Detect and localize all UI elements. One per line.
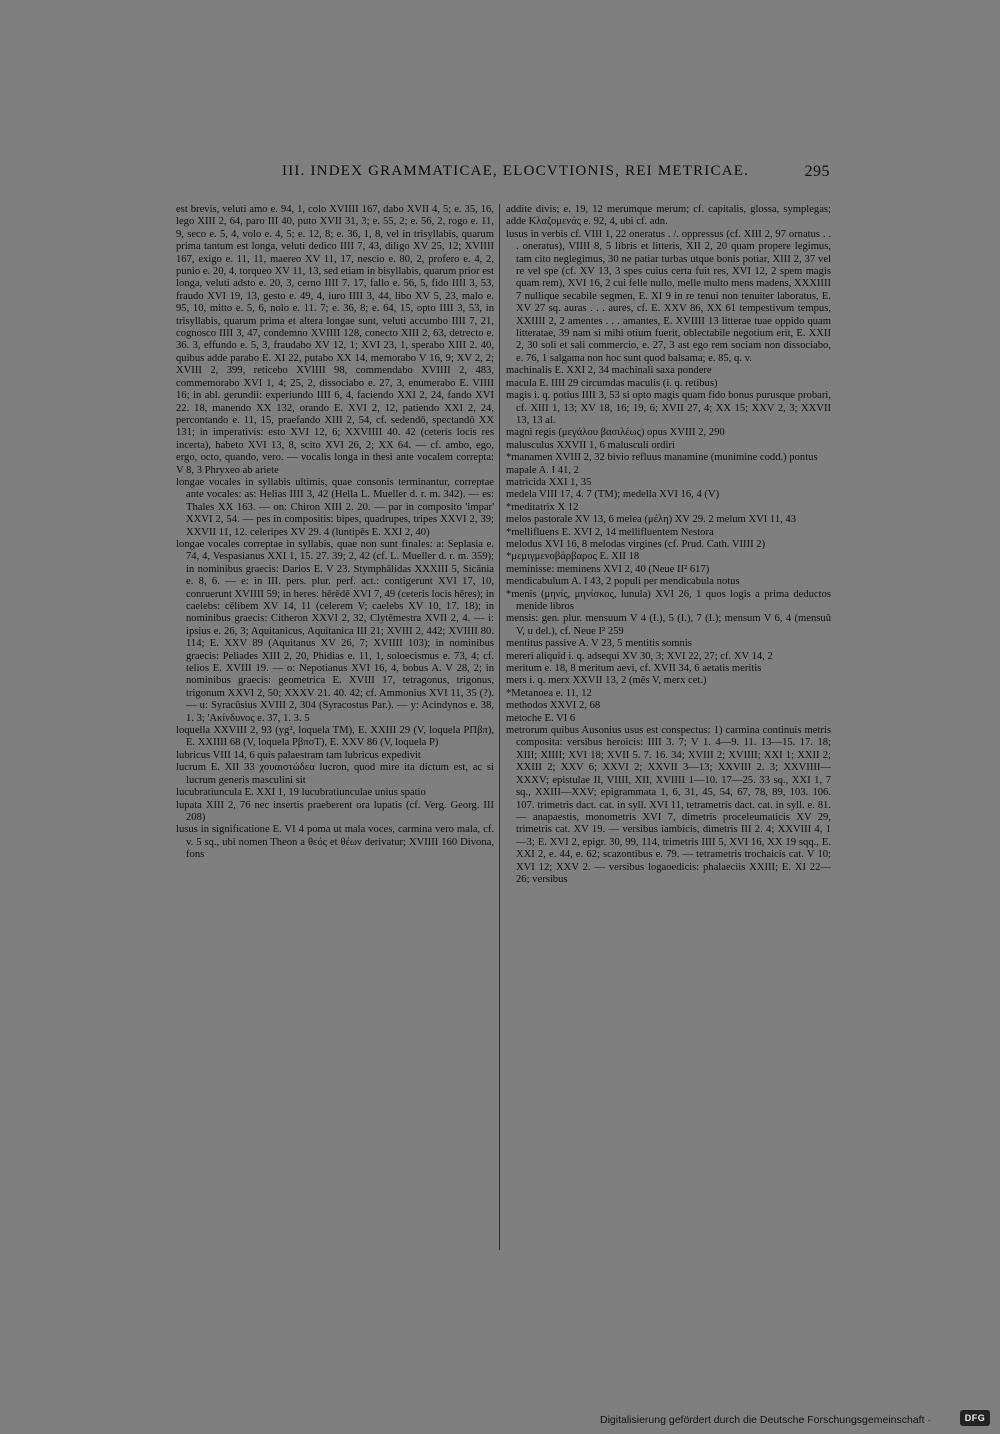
index-entry: loquella XXVIII 2, 93 (yg², loquela TM), E. XXIII 29 (V, loquela PΠβπ), E. XXIIII 68 (V, loquela PβπσT), E. XXV 86 (V, loquela P) [176, 725, 494, 749]
index-entry: meritum e. 18, 8 meritum aevi, cf. XVII 34, 6 aetatis meritis [506, 663, 762, 675]
index-entry: addite divis; e. 19, 12 merumque merum; cf. capitalis, glossa, symplegas; adde Κλαζομενάς e. 92, 4, ubi cf. adn. [506, 204, 831, 228]
index-entry: lucubratiuncula E. XXI 1, 19 lucubratiunculae unius spatio [176, 787, 426, 799]
index-entry: mers i. q. merx XXVII 13, 2 (mēs V, merx cet.) [506, 675, 707, 687]
index-entry: metrorum quibus Ausonius usus est conspectus: 1) carmina continuis metris composita: versibus heroicis: IIII 3. 7; V 1. 4—9. 11. 13—15. 17. 18; XIII; XIIII; XVI 18; XVII 5. 7. 16. 34; XVIII 2; XVIIII; XXI 1; XXII 2; XXIII 2; XXV 6; XXVI 2; XXVII 3—13; XXVIII 2. 3; XXVIIII—XXXV; epistulae II, VIIII, XII, XVIIII 1—10. 17—25. 33 sq., XXI 1, 7 sq., XXIII—XXV; epigrammata 1, 6, 31, 45, 54, 67, 78, 89, 103. 106. 107. trimetris dact. cat. in syll. XVI 11, tetrametris dact. cat. in syll. e. 81. — anapaestis, monometris XVI 7, dimetris proceleumaticis XV 29, trimetris cat. XV 19. — versibus iambicis, dimetris III 2. 4; XXVIII 4, 1—3; E. XVI 2, epigr. 30, 99, 114, trimetris IIII 5, XVI 16, XX 19 sqq., E. XXI 2, e. 44, e. 62; scazontibus e. 79. — tetrametris trochaicis cat. V 10; XVI 12; XXV 2. — versibus logaoedicis: phalaeciis XXIII; E. XI 22—26; versibus [506, 725, 831, 885]
index-entry: *mellifluens E. XVI 2, 14 mellifluentem Nestora [506, 526, 714, 538]
index-entry: melodus XVI 16, 8 melodas virgines (cf. Prud. Cath. VIIII 2) [506, 538, 766, 550]
index-entry: metoche E. VI 6 [506, 712, 576, 724]
running-header [180, 163, 830, 185]
index-entry: magni regis (μεγάλου βασιλέως) opus XVIII 2, 290 [506, 427, 725, 439]
index-entry: mensis: gen. plur. mensuum V 4 (I.), 5 (I.), 7 (I.); mensum V 6, 4 (mensuū V, u del.), cf. Neue I² 259 [506, 613, 831, 637]
index-entry: magis i. q. potius IIII 3, 53 si opto magis quam fido bonus purusque probari, cf. XIII 1, 13; XV 18, 16; 19, 6; XVII 27, 4; XX 15; XXV 2, 3; XXVII 13, 13 al. [506, 390, 831, 426]
header-title: III. INDEX GRAMMATICAE, ELOCVTIONIS, REI METRICAE. [282, 163, 750, 179]
index-entry: longae vocales correptae in syllabis, quae non sunt finales: a: Seplasia e. 74, 4, Vespasianus XXI 1, 15. 27. 39; 2, 42 (cf. L. Mueller d. r. m. 359); in nominibus graecis: Darios E. V 23. Stymphālidas XXXIII 5, Sicānia e. 8, 6. — e: in III. pers. plur. perf. act.: contigerunt XVI 17, 10, conruerunt XVIIII 59; in heres: hērēdē XVI 7, 49 (ceteris locis hēres); in caelebs: cēlibem XV 14, 11 (celerem V; caelebs XV 10, 17. 18); in nominibus graecis: Citheron XXVI 2, 32, Clytēmestra XVII 2, 4. — i: ipsius e. 26, 3; Aquitanicus, Aquitanica III 21; XVIII 2, 442; XVIIII 80. 114; E. XXV 89 (Aquitanus XV 26, 7; XVIIII 103); in nominibus graecis: Peliades XIII 2, 20, Phidias e. 11, 1, soloecismus e. 73, 4; cf. telios E. XVIII 19. — o: Nepotianus XVI 16, 4, bobus A. V 28, 2; in nominibus graecis: geometrica E. XVIII 17, tetragonus, trigonus, trigonum XXVI 2, 50; XXXV 21. 40. 42; cf. Ammonius XVI 11, 35 (?). — u: Syracūsius XVIII 2, 304 (Syracostus Par.). — y: Acindynos e. 38, 1. 3; 'Ακίνδυνος e. 37, 1. 3. 5 [176, 538, 494, 724]
right-column [506, 204, 831, 886]
index-entry: mereri aliquid i. q. adsequi XV 30, 3; XVI 22, 27; cf. XV 14, 2 [506, 650, 773, 662]
index-entry: longae vocales in syllabis ultimis, quae consonis terminantur, correptae ante vocales: as: Helias IIII 3, 42 (Hella L. Mueller d. r. m. 342). — es: Thales XX 163. — on: Chiron XIII 2. 20. — par in composito 'impar' XXVI 2, 54. — pes in compositis: bipes, quadrupes, tripes XXVI 2, 39; XXVII 11, 12. celeripes XV 29. 4 (luntipēs E. XXI 2, 40) [176, 476, 494, 538]
left-column [176, 204, 494, 862]
index-entry: lubricus VIII 14, 6 quis palaestram tam lubricus expedivit [176, 749, 421, 761]
digitization-credit: Digitalisierung gefördert durch die Deutsche Forschungsgemeinschaft · [600, 1414, 931, 1426]
index-entry: lucrum E. XII 33 χουαιστώδεα lucron, quod mire ita dictum est, ac si lucrum generis masculini sit [176, 762, 494, 786]
index-entry: mendicabulum A. I 43, 2 populi per mendicabula notus [506, 576, 740, 588]
index-entry: *μεμιγμενοβάρβαρος E. XII 18 [506, 551, 640, 563]
index-entry: methodos XXVI 2, 68 [506, 700, 601, 712]
page-number: 295 [804, 163, 830, 180]
index-entry: meminisse: meminens XVI 2, 40 (Neue II² 617) [506, 563, 710, 575]
index-entry: machinalis E. XXI 2, 34 machinali saxa pondere [506, 365, 712, 377]
index-entry: lupata XIII 2, 76 nec insertis praeberent ora lupatis (cf. Verg. Georg. III 208) [176, 799, 494, 823]
index-entry: est brevis, veluti amo e. 94, 1, colo XVIIII 167, dabo XVII 4, 5; e. 35, 16, lego XIII 2, 64, paro III 40, puto XVII 31, 3; e. 55, 2; e. 56, 2, rogo e. 11, 9, seco e. 5, 4, volo e. 4, 5; e. 12, 8; e. 36, 1, 8, vel in trisyllabis, quarum prima tantum est longa, veluti dedico IIII 7, 43, diligo XV 25, 12; XVIIII 167, exigo e. 11, 11, maereo XV 11, 17, nescio e. 80, 2, profero e. 4, 2, punio e. 20, 4, torqueo XV 11, 13, sed etiam in bisyllabis, quarum prior est longa, veluti adsto e. 20, 3, cerno IIII 7. 17, fallo e. 56, 5, fido IIII 3, 53, fraudo XVI 19, 13, gesto e. 49, 4, iuro IIII 3, 44, libo XV 5, 23, malo e. 95, 10, mitto e. 5, 6, nolo e. 11. 7; e. 36, 8; e. 64, 15, opto IIII 3, 53, in trisyllabis, quarum prima et altera longae sunt, veluti accumbo IIII 7, 21, cognosco IIII 3, 47, condemno XVIIII 128, conecto XIII 2, 63, detrecto e. 36. 3, effundo e. 5, 3, fraudabo XV 12, 1; XVI 23, 1, sperabo XIII 2. 40, quibus adde parabo E. XI 22, putabo XX 14, memorabo V 16, 9; XV 2, 2; XVIII 2, 399, reticebo XVIIII 98, commendabo XVIIII 2, 483, commemorabo XVI 1, 4; 25, 2, dissociabo e. 27, 3, enumerabo E. VIIII 16; in abl. gerundii: experiundo IIII 6, 4, faciendo XXI 2, 24, fando XVI 22. 18, manendo XX 132, orando E. XVI 2, 12, patiendo XXI 2, 24, percontando e. 11, 15, praefando XIII 2, 54, cf. sedendō, spectandō XX 131; in imperativis: esto XVI 12, 6; XXVIIII 40. 42 (ceteris locis res incerta), habeto XVI 13, 8, scito XVI 26, 2; XX 64. — cf. ambo, ego, ergo, octo, quando, vero. — vocalis longa in thesi ante vocalem correpta: V 8, 3 Phryxeo ab ariete [176, 204, 494, 476]
dfg-logo-text: DFG [964, 1413, 986, 1423]
column-divider [499, 204, 500, 1250]
index-entry: mentitus passive A. V 23, 5 mentitis somnis [506, 638, 692, 650]
index-entry: malusculus XXVII 1, 6 malusculi ordiri [506, 439, 675, 451]
index-entry: macula E. IIII 29 circumdas maculis (i. q. retibus) [506, 377, 718, 389]
index-entry: *meditatrix X 12 [506, 501, 579, 513]
index-entry: medela VIII 17, 4. 7 (TM); medella XVI 16, 4 (V) [506, 489, 720, 501]
index-entry: *menis (μηνίς, μηνίσκος, lunula) XVI 26, 1 quos logis a prima deductos menide libros [506, 588, 831, 612]
index-entry: matricida XXI 1, 35 [506, 476, 592, 488]
dfg-logo [960, 1410, 990, 1426]
index-entry: lusus in verbis cf. VIII 1, 22 oneratus . /. oppressus (cf. XIII 2, 97 ornatus . . . oneratus), VIIII 8, 5 libris et litteris, XII 2, 20 quam propere legimus, tam cito neglegimus, 30 ne patiar turbas utque bonis potiar, XIII 2, 37 vel re vel spe (cf. XV 13, 3 spes cuius certa fuit res, XVI 12, 2 spem magis quam rem), XVI 16, 2 cui felle nullo, melle multo mens madens, XXXIIII 7 nullique secabile segmen, E. XI 9 in re tenui non tenuiter laboratus, E. XV 27 sq. auras . . . aures, cf. E. XXV 86, XX 61 tempestivum tempus, XXIIII 2, 2 amentes . . . amantes, E. XVIIII 13 litterae tuae oppido quam litteratae, 39 nam si mihi otium fuerit, oblectabile negotium erit, E. XXII 2, 30 soli et sali commercio, e. 27, 3 ast ego rem sociam non dissociabo, e. 76, 1 salgama non hoc sunt quod balsama; e. 85, q. v. [506, 228, 831, 364]
index-entry: mapale A. I 41, 2 [506, 464, 579, 476]
index-entry: *manamen XVIII 2, 32 bivio refluus manamine (munimine codd.) pontus [506, 452, 818, 464]
index-entry: melos pastorale XV 13, 6 melea (μέλη) XV 29. 2 melum XVI 11, 43 [506, 514, 797, 526]
index-entry: lusus in significatione E. VI 4 poma ut mala voces, carmina vero mala, cf. v. 5 sq., ubi nomen Theon a θεός et θέων derivatur; XVIIII 160 Divona, fons [176, 824, 494, 861]
index-entry: *Metanoea e. 11, 12 [506, 687, 592, 699]
